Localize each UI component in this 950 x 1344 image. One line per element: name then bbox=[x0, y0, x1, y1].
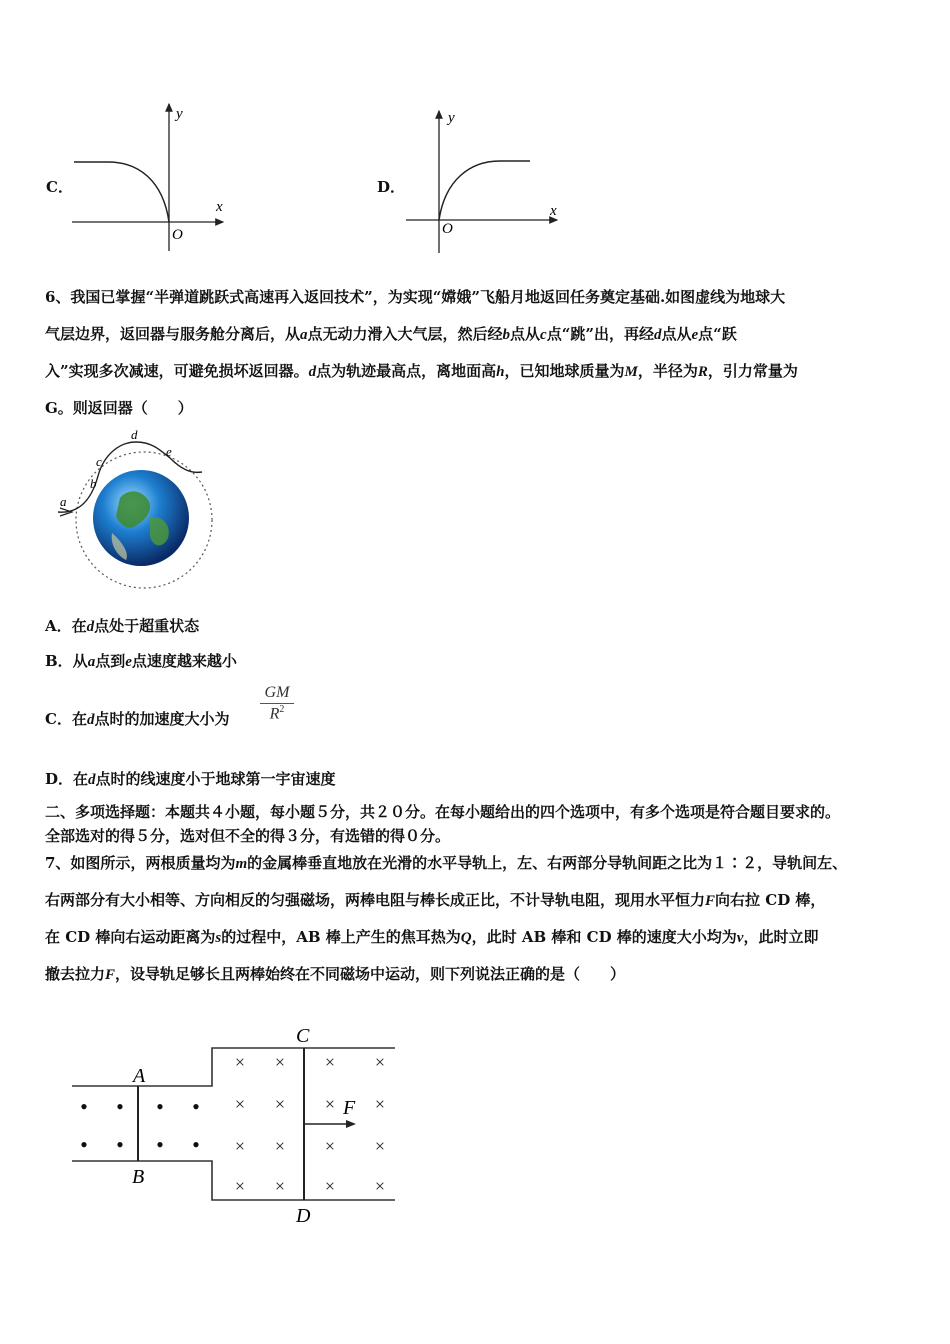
section2-heading-line1: 二、多项选择题：本题共４小题，每小题５分，共２０分。在每小题给出的四个选项中，有多个选项是符合题目要求的。 bbox=[45, 803, 841, 821]
label-a: a bbox=[60, 494, 67, 509]
q6-option-a: A．在d点处于超重状态 bbox=[45, 617, 200, 635]
field-cross: × bbox=[234, 1136, 246, 1156]
label-d: D bbox=[296, 1205, 311, 1227]
q7-line-3: 在 CD 棒向右运动距离为s的过程中，AB 棒上产生的焦耳热为Q，此时 AB 棒和 CD 棒的速度大小均为v，此时立即 bbox=[45, 928, 819, 946]
field-cross: × bbox=[324, 1176, 336, 1196]
field-dot: • bbox=[192, 1094, 200, 1119]
q6-line-4: G。则返回器（ ） bbox=[45, 399, 193, 417]
label-b: B bbox=[132, 1166, 145, 1188]
y-label: y bbox=[448, 110, 455, 126]
q7-line-4: 撤去拉力F，设导轨足够长且两棒始终在不同磁场中运动，则下列说法正确的是（ ） bbox=[45, 965, 626, 983]
q6-option-d: D．在d点时的线速度小于地球第一宇宙速度 bbox=[45, 770, 336, 788]
field-cross: × bbox=[274, 1136, 286, 1156]
earth-reentry-figure bbox=[50, 428, 220, 598]
x-label: x bbox=[216, 199, 223, 215]
field-cross: × bbox=[374, 1176, 386, 1196]
q6-option-b: B．从a点到e点速度越来越小 bbox=[45, 652, 237, 670]
field-dot: • bbox=[156, 1094, 164, 1119]
label-d: d bbox=[131, 428, 138, 442]
field-dot: • bbox=[116, 1094, 124, 1119]
label-e: e bbox=[166, 444, 172, 459]
option-c-graph bbox=[68, 98, 238, 258]
q6-line-1: 6、我国已掌握“半弹道跳跃式高速再入返回技术”，为实现“嫦娥”飞船月地返回任务奠定基础.如图虚线为地球大 bbox=[45, 288, 786, 306]
label-c: C bbox=[296, 1025, 310, 1047]
q6-line-3: 入”实现多次减速，可避免损坏返回器。d点为轨迹最高点，离地面高h，已知地球质量为M，半径为R，引力常量为 bbox=[45, 362, 798, 380]
curve bbox=[439, 161, 530, 220]
label-a: A bbox=[133, 1065, 146, 1087]
field-cross: × bbox=[274, 1176, 286, 1196]
field-dot: • bbox=[80, 1094, 88, 1119]
field-dot: • bbox=[116, 1132, 124, 1157]
rails-magnetic-field-figure bbox=[60, 1020, 410, 1230]
q6-line-2: 气层边界，返回器与服务舱分离后，从a点无动力滑入大气层，然后经b点从c点“跳”出，再经d点从e点“跃 bbox=[45, 325, 737, 343]
field-cross: × bbox=[234, 1176, 246, 1196]
field-cross: × bbox=[234, 1094, 246, 1114]
curve bbox=[74, 162, 169, 222]
field-cross: × bbox=[234, 1052, 246, 1072]
field-cross: × bbox=[324, 1052, 336, 1072]
label-f: F bbox=[343, 1097, 356, 1119]
field-cross: × bbox=[374, 1136, 386, 1156]
q6-option-c: C．在d点时的加速度大小为 bbox=[45, 710, 230, 728]
option-d-graph bbox=[400, 105, 570, 260]
field-dot: • bbox=[80, 1132, 88, 1157]
field-cross: × bbox=[374, 1052, 386, 1072]
field-cross: × bbox=[274, 1052, 286, 1072]
option-d-label: D． bbox=[377, 178, 406, 196]
q7-line-2: 右两部分有大小相等、方向相反的匀强磁场，两棒电阻与棒长成正比，不计导轨电阻，现用水平恒力F向右拉 CD 棒， bbox=[45, 891, 826, 909]
field-cross: × bbox=[324, 1136, 336, 1156]
q7-line-1: 7、如图所示，两根质量均为m的金属棒垂直地放在光滑的水平导轨上，左、右两部分导轨间距之比为１∶２，导轨间左、 bbox=[45, 854, 848, 872]
field-cross: × bbox=[374, 1094, 386, 1114]
fraction-denominator: $R^2$ bbox=[269, 704, 285, 723]
origin-label: O bbox=[172, 227, 183, 243]
field-dot: • bbox=[156, 1132, 164, 1157]
section2-heading-line2: 全部选对的得５分，选对但不全的得３分，有选错的得０分。 bbox=[45, 827, 451, 845]
label-c: c bbox=[96, 454, 102, 469]
field-dot: • bbox=[192, 1132, 200, 1157]
field-cross: × bbox=[324, 1094, 336, 1114]
x-label: x bbox=[550, 203, 557, 219]
y-label: y bbox=[176, 106, 183, 122]
option-c-label: C． bbox=[46, 178, 73, 196]
origin-label: O bbox=[442, 221, 453, 237]
fraction-numerator: GM bbox=[264, 684, 290, 701]
dots-out-of-page bbox=[80, 1094, 200, 1157]
label-b: b bbox=[90, 476, 97, 491]
fraction-gm-r2 bbox=[258, 684, 296, 723]
field-cross: × bbox=[274, 1094, 286, 1114]
